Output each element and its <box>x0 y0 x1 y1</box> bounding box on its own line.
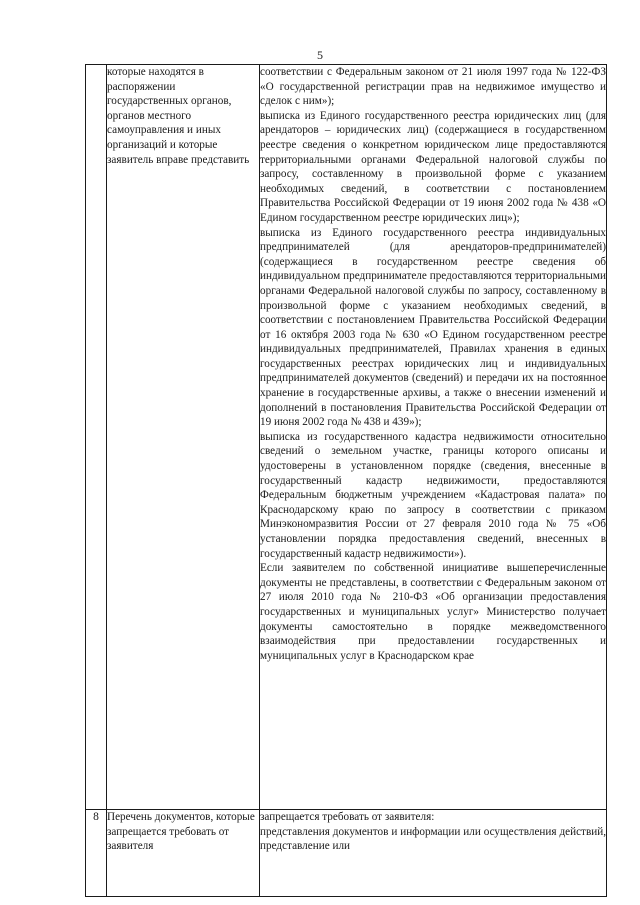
description-paragraph: запрещается требовать от заявителя: <box>260 811 435 823</box>
row-name-cell: которые находятся в распоряжении государственных органов, органов местного самоуправления и иных организаций и которые заявитель вправе представить <box>107 65 260 810</box>
description-paragraph: выписка из Единого государственного реестра юридических лиц (для арендаторов – юридических лиц) (содержащиеся в государственном реестре сведения о конкретном юридическом лице предоставляются территориальными органами Федеральной налоговой службы по запросу, составленному в произвольной форме с указанием необходимых сведений, в соответствии с постановлением Правительства Российской Федерации от 19 июня 2002 года № 438 «О Едином государственном реестре юридических лиц»); <box>260 109 606 224</box>
table-row <box>86 65 607 810</box>
description-paragraph: выписка из Единого государственного реестра индивидуальных предпринимателей (для арендаторов-предпринимателей) (содержащиеся в государственном реестре сведения об индивидуальном предпринимателе предоставляются территориальными органами Федеральной налоговой службы по запросу, составленному в произвольной форме с указанием необходимых сведений, в соответствии с постановлением Правительства Российской Федерации от 16 октября 2003 года № 630 «О Едином государственном реестре индивидуальных предпринимателей, Правилах хранения в единых государственных реестрах юридических лиц и индивидуальных предпринимателей документов (сведений) и передачи их на постоянное хранение в государственные архивы, а также о внесении изменений и дополнений в постановления Правительства Российской Федерации от 19 июня 2002 года № 438 и 439»); <box>260 226 606 429</box>
table-row <box>86 810 607 897</box>
description-paragraph: соответствии с Федеральным законом от 21 июля 1997 года № 122-ФЗ «О государственной регистрации прав на недвижимое имущество и сделок с ним»); <box>260 66 606 108</box>
row-description-cell <box>260 65 607 810</box>
description-paragraph: выписка из государственного кадастра недвижимости относительно сведений о земельном участке, границы которого описаны и удостоверены в установленном порядке (сведения, внесенные в государственный кадастр недвижимости, предоставляются Федеральным бюджетным учреждением «Кадастровая палата» по Краснодарскому краю по запросу в соответствии с приказом Минэкономразвития России от 27 февраля 2010 года № 75 «Об установлении порядка предоставления сведений, внесенных в государственный кадастр недвижимости»). <box>260 430 606 560</box>
row-number-cell: 8 <box>86 810 107 897</box>
description-paragraph: представления документов и информации или осуществления действий, представление или <box>260 825 606 853</box>
row-number-cell <box>86 65 107 810</box>
row-name-cell: Перечень документов, которые запрещается требовать от заявителя <box>107 810 260 897</box>
page-number: 5 <box>317 48 323 62</box>
row-description-cell <box>260 810 607 897</box>
description-paragraph: Если заявителем по собственной инициативе вышеперечисленные документы не представлены, в соответствии с Федеральным законом от 27 июля 2010 года № 210-ФЗ «Об организации предоставления государственных и муниципальных услуг» Министерство получает документы самостоятельно в порядке межведомственного взаимодействия при предоставлении государственных и муниципальных услуг в Краснодарском крае <box>260 562 606 662</box>
services-table <box>85 64 607 897</box>
